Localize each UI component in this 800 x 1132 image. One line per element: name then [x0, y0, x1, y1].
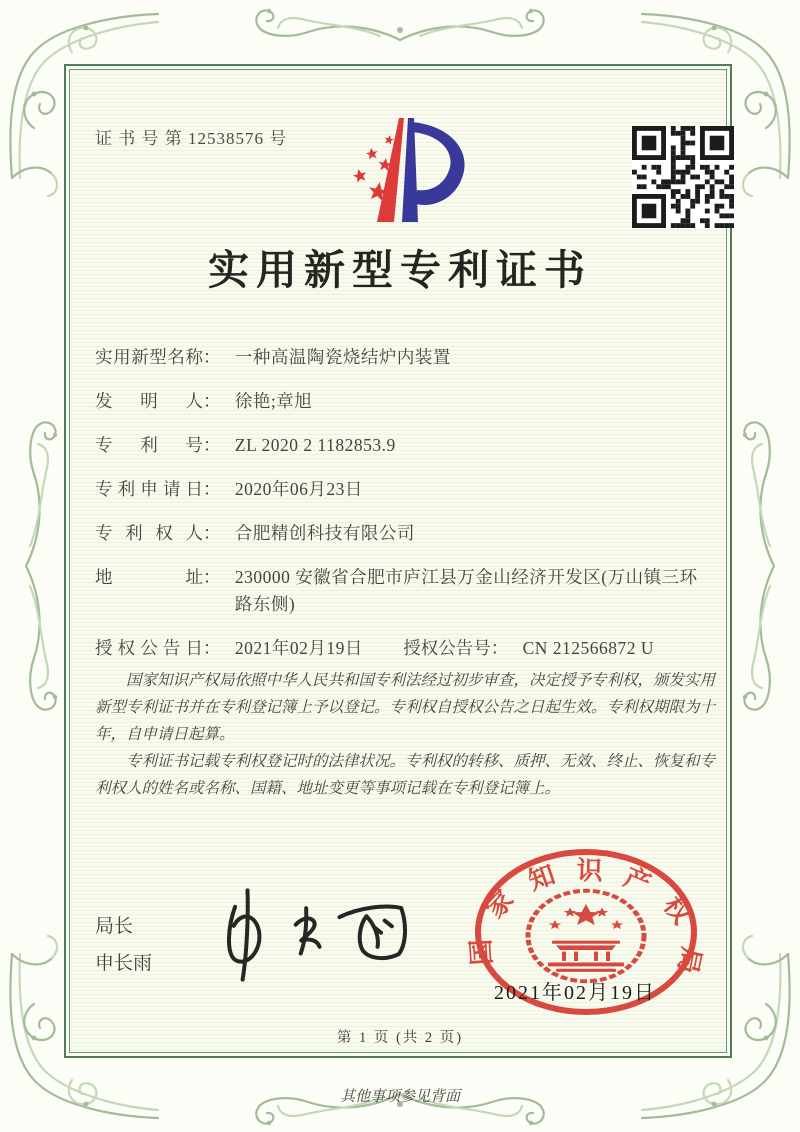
grant-date-label: 授权公告日: [95, 638, 203, 658]
field-row-inventor: [95, 388, 715, 415]
field-label: 实用新型名称: [95, 347, 203, 367]
certificate-number: 证 书 号 第 12538576 号: [95, 129, 288, 148]
cnipa-logo-icon: [332, 110, 482, 238]
field-row-filing-date: [95, 476, 715, 503]
field-colon: ：: [490, 638, 509, 658]
field-row-address: [95, 564, 715, 618]
qr-code: [632, 126, 734, 228]
legal-paragraph-1: 国家知识产权局依照中华人民共和国专利法经过初步审查，决定授予专利权，颁发实用新型专利证书并在专利登记簿上予以登记。专利权自授权公告之日起生效。专利权期限为十年，自申请日起算。: [95, 672, 716, 743]
signer-name: 申长雨: [95, 953, 153, 974]
field-colon: ：: [203, 523, 221, 543]
field-value: 合肥精创科技有限公司: [234, 523, 415, 543]
field-row-patent-number: [95, 432, 715, 459]
legal-text: [95, 668, 715, 803]
field-row-patentee: [95, 520, 715, 547]
field-value: ZL 2020 2 1182853.9: [234, 435, 396, 455]
field-value: 一种高温陶瓷烧结炉内装置: [234, 347, 451, 367]
signer-title: 局长: [95, 916, 134, 937]
legal-paragraph-2: 专利证书记载专利权登记时的法律状况。专利权的转移、质押、无效、终止、恢复和专利权人的姓名或名称、国籍、地址变更等事项记载在专利登记簿上。: [95, 752, 716, 797]
field-label: 专利权人: [95, 523, 203, 543]
grant-number-value: CN 212566872 U: [522, 638, 655, 658]
field-label: 专利申请日: [95, 479, 203, 499]
field-colon: ：: [203, 479, 221, 499]
page-number: 第 1 页 (共 2 页): [336, 1030, 464, 1046]
grant-number-label: 授权公告号: [403, 638, 491, 658]
field-colon: ：: [203, 567, 221, 587]
field-row-name: [95, 344, 715, 371]
certificate-title: 实用新型专利证书: [208, 247, 592, 293]
field-value: 230000 安徽省合肥市庐江县万金山经济开发区(万山镇三环路东侧): [234, 567, 698, 614]
field-colon: ：: [203, 638, 221, 658]
field-colon: ：: [203, 347, 221, 367]
national-emblem: [528, 891, 644, 981]
field-label: 发明人: [95, 391, 203, 411]
back-note: 其他事项参见背面: [339, 1089, 460, 1105]
field-colon: ：: [203, 435, 221, 455]
signer-block: [95, 908, 152, 982]
field-list: [95, 344, 715, 679]
grant-date-value: 2021年02月19日: [234, 638, 363, 658]
field-value: 徐艳;章旭: [234, 391, 313, 411]
grant-number-group: [403, 635, 654, 662]
seal-text: 国家知识产权局: [466, 856, 706, 976]
field-colon: ：: [203, 391, 221, 411]
field-label: 地址: [95, 567, 203, 587]
field-value: 2020年06月23日: [234, 479, 363, 499]
seal-date: 2021年02月19日: [494, 982, 656, 1004]
field-label: 专利号: [95, 435, 203, 455]
commissioner-signature: [208, 882, 423, 982]
field-row-grant: [95, 635, 715, 662]
